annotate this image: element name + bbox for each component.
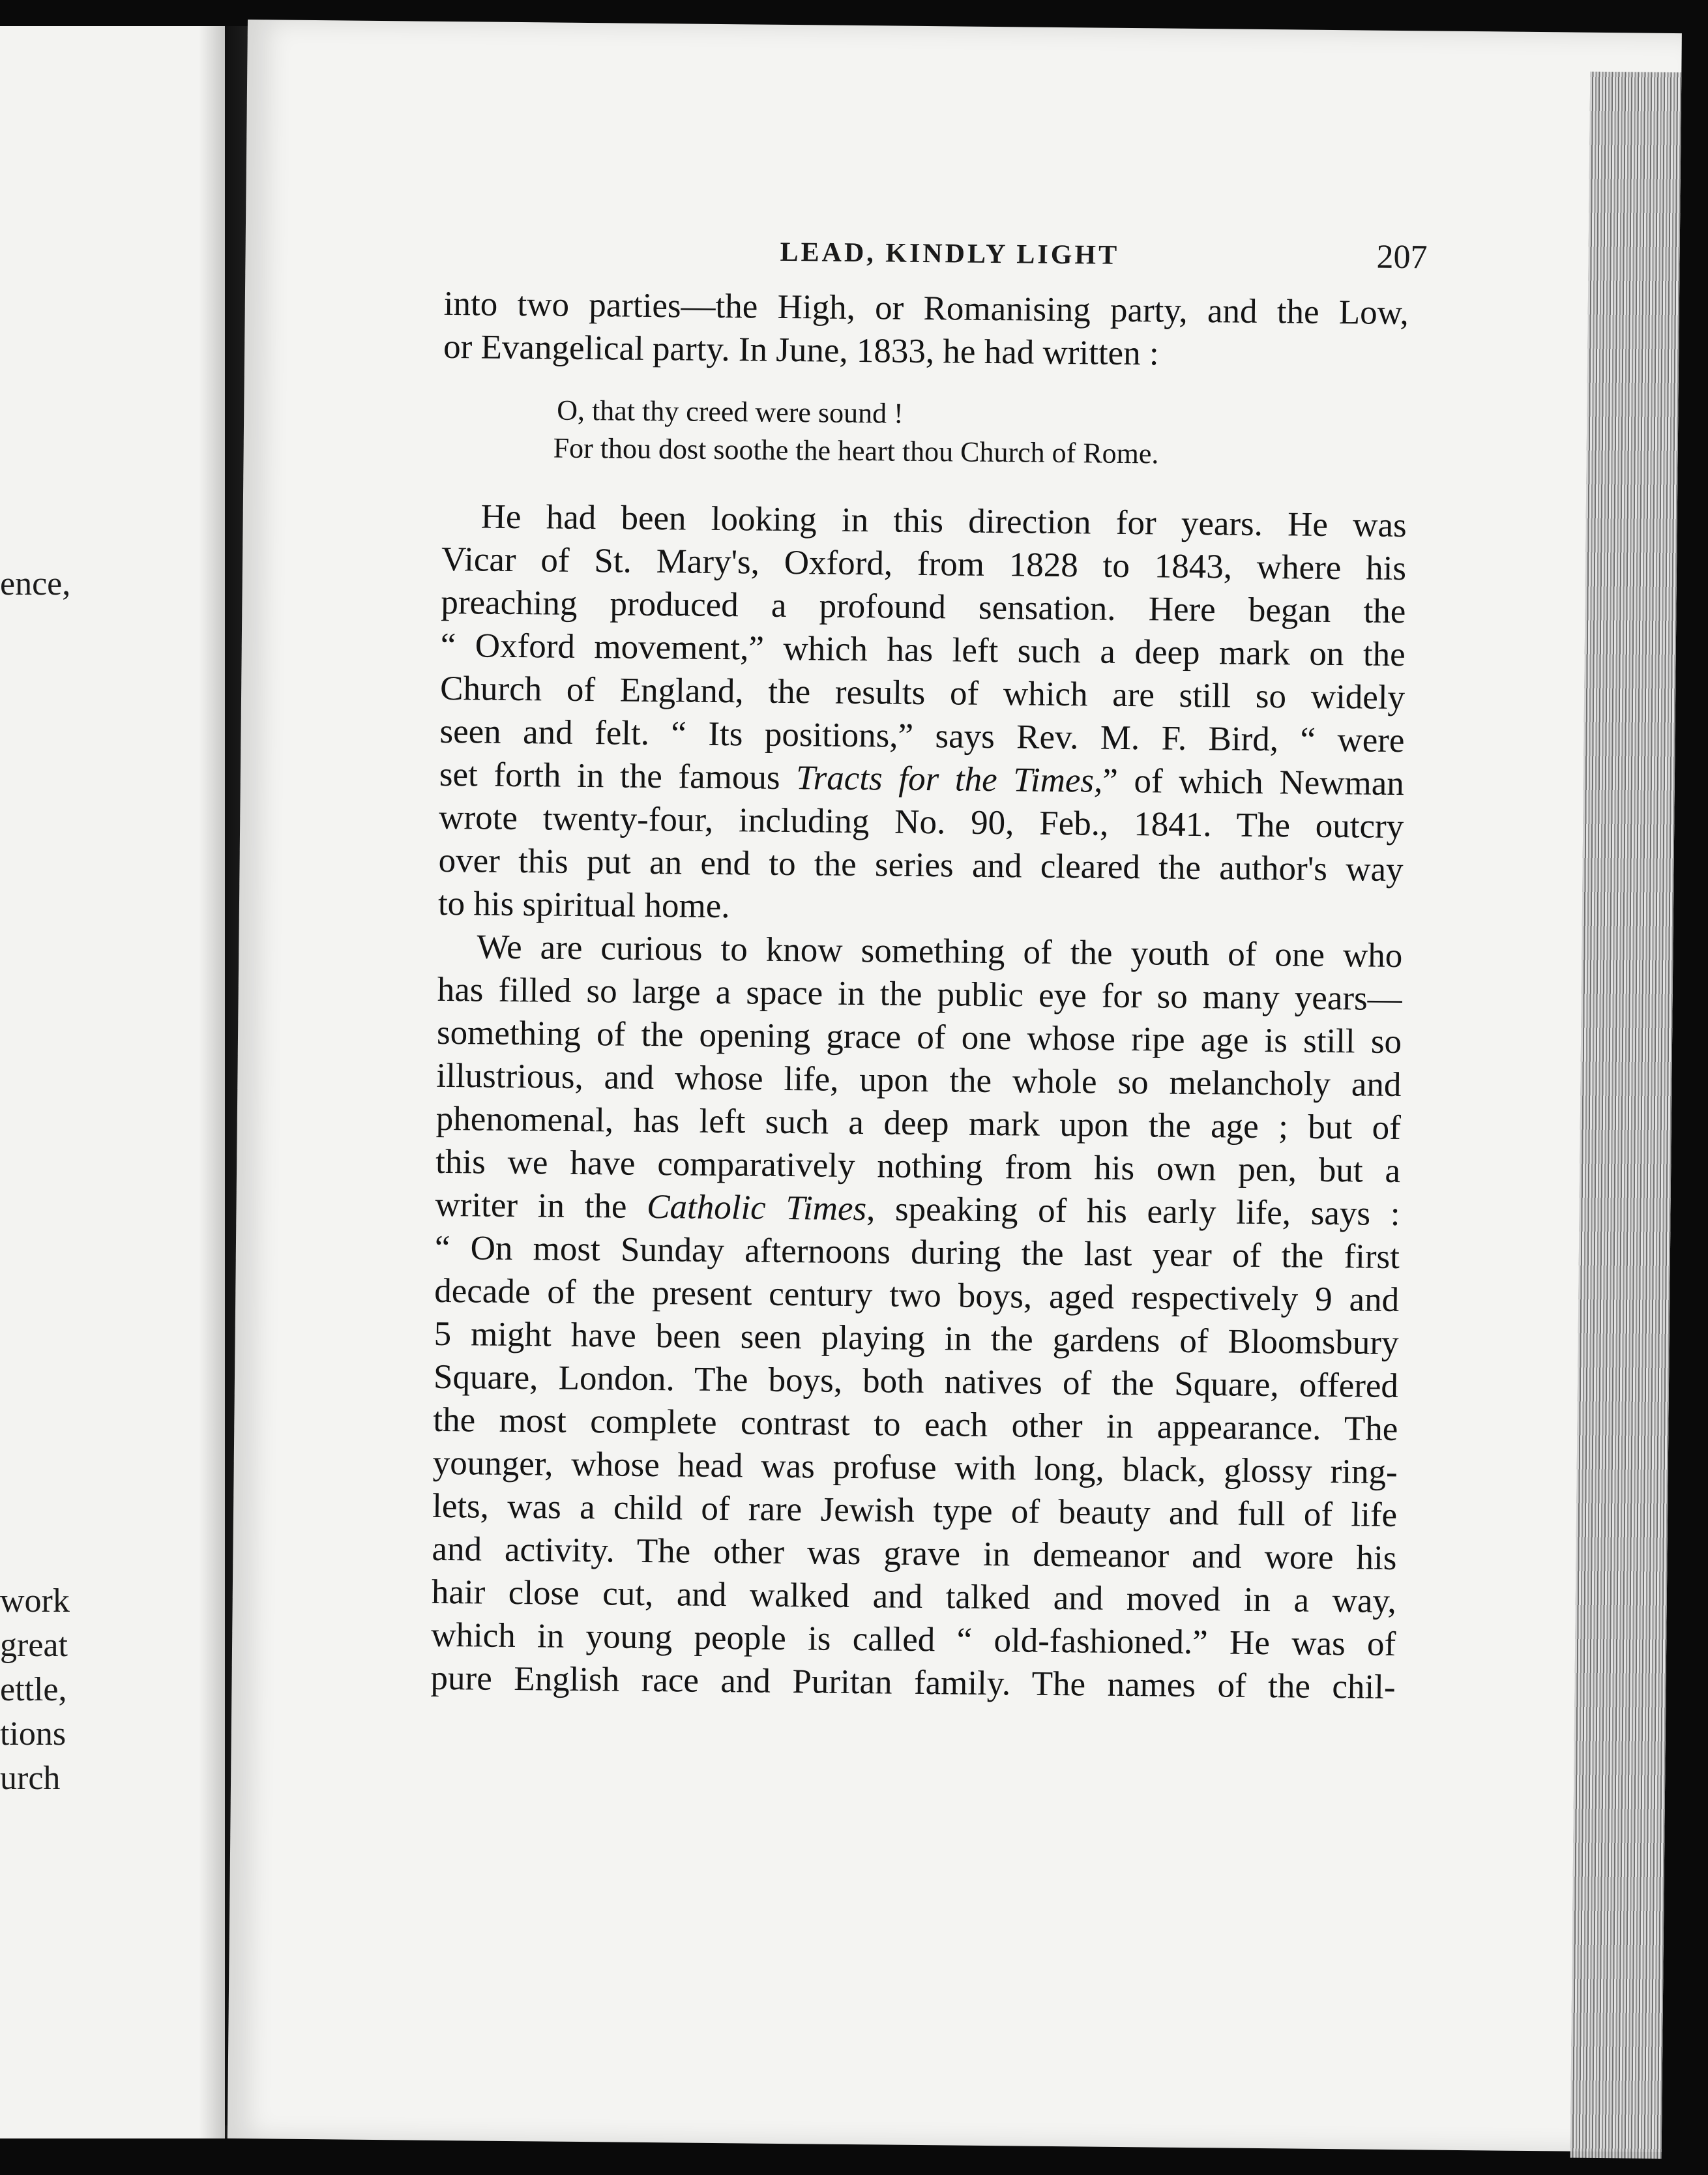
text-line: which in young people is called “ old-fashioned.” He was of <box>430 1616 1396 1664</box>
text-line: into two parties—the High, or Romanising party, and the Low, <box>443 284 1409 333</box>
text-line: younger, whose head was profuse with long, black, glossy ring- <box>432 1443 1398 1492</box>
text-line: lets, was a child of rare Jewish type of beauty and full of life <box>432 1487 1398 1535</box>
text-line: hair close cut, and walked and talked and moved in a way, <box>431 1573 1397 1621</box>
text-line: phenomenal, has left such a deep mark upon the age ; but of <box>435 1099 1402 1147</box>
verse-line: For thou dost soothe the heart thou Church of Rome. <box>553 432 1159 470</box>
text-line: wrote twenty-four, including No. 90, Feb., 1841. The outcry <box>438 798 1404 846</box>
text-run: set forth in the famous <box>439 755 797 797</box>
text-line: to his spiritual home. <box>437 884 730 926</box>
text-run: ” of which Newman <box>1102 762 1405 803</box>
text-line: decade of the present century two boys, aged respectively 9 and <box>434 1271 1400 1320</box>
body-text <box>430 282 1409 1709</box>
left-facing-page <box>0 26 229 2138</box>
text-run: writer in the <box>435 1185 647 1226</box>
page-edges <box>1570 72 1682 2159</box>
text-line: “ Oxford movement,” which has left such a deep mark on the <box>440 626 1406 674</box>
verse-quotation <box>553 392 1407 476</box>
text-line: illustrious, and whose life, upon the whole so melancholy and <box>436 1056 1402 1104</box>
text-line: has filled so large a space in the public eye for so many years— <box>437 970 1402 1018</box>
text-line: 5 might have been seen playing in the gardens of Bloomsbury <box>434 1314 1399 1363</box>
text-line: Vicar of St. Mary's, Oxford, from 1828 to 1843, where his <box>441 540 1407 588</box>
left-page-fragment: ettle, <box>0 1671 67 1708</box>
text-line: over this put an end to the series and cleared the author's way <box>438 841 1404 889</box>
text-line: this we have comparatively nothing from his own pen, but a <box>435 1142 1401 1191</box>
left-page-fragment: work <box>0 1582 70 1620</box>
text-line: pure English race and Puritan family. The names of the chil- <box>430 1659 1396 1707</box>
right-page <box>228 20 1682 2152</box>
text-line: Square, London. The boys, both natives of the Square, offered <box>433 1357 1399 1406</box>
running-head: LEAD, KINDLY LIGHT <box>780 237 1120 271</box>
left-page-fragment: ence, <box>0 565 71 602</box>
left-page-fragment: urch <box>0 1760 61 1797</box>
text-line: He had been looking in this direction for years. He was <box>480 497 1407 545</box>
page-number: 207 <box>1376 238 1428 276</box>
spine-shadow <box>199 26 225 2138</box>
text-line: We are curious to know something of the youth of one who <box>477 928 1403 975</box>
text-line: seen and felt. “ Its positions,” says Rev. M. F. Bird, “ were <box>439 712 1405 760</box>
text-line: and activity. The other was grave in demeanor and wore his <box>432 1530 1397 1578</box>
text-line: preaching produced a profound sensation. Here began the <box>441 583 1406 631</box>
text-line: “ On most Sunday afternoons during the last year of the first <box>434 1228 1400 1277</box>
text-line: Church of England, the results of which are still so widely <box>439 669 1406 717</box>
text-line: something of the opening grace of one whose ripe age is still so <box>436 1013 1402 1061</box>
verse-line: O, that thy creed were sound ! <box>557 394 904 430</box>
left-page-fragment: great <box>0 1627 68 1664</box>
text-line: the most complete contrast to each other in appearance. The <box>433 1400 1398 1449</box>
italic-title: Catholic Times <box>646 1187 867 1228</box>
text-run: , speaking of his early life, says : <box>866 1190 1400 1234</box>
left-page-fragment: tions <box>0 1715 66 1753</box>
text-line: or Evangelical party. In June, 1833, he had written : <box>443 327 1159 373</box>
italic-title: Tracts for the Times, <box>795 759 1103 800</box>
